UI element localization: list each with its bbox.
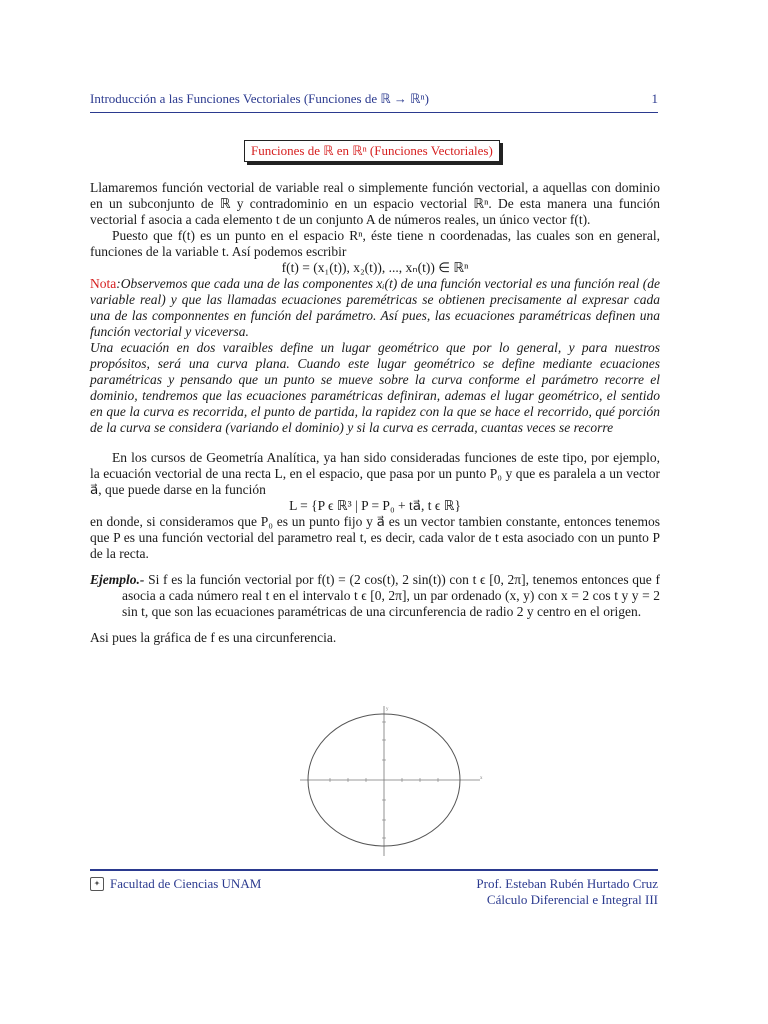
example-label: Ejemplo.-: [90, 572, 145, 587]
paragraph-5: Asi pues la gráfica de f es una circunferencia.: [90, 630, 337, 645]
footer-left: [90, 876, 261, 892]
unam-seal-icon: ✦: [90, 877, 104, 891]
x-axis-label: x: [480, 776, 483, 781]
nota-label: Nota: [90, 276, 117, 291]
paragraph-3: En los cursos de Geometría Analítica, ya han sido consideradas funciones de este tipo, por ejemplo, la ecuación vectorial de una recta L, en el espacio, que pasa por un punto P₀ y que es paralela a un vector a⃗, que puede darse en la función: [90, 450, 660, 497]
circle-plot: [300, 700, 485, 856]
nota-text-2: Una ecuación en dos varaibles define un lugar geométrico que por lo general, y para nuestros propósitos, será una curva plana. Cuando este lugar geométrico se define mediante ecuaciones paramétricas y pensando que un punto se mueve sobre la curva conforme el parámetro recorre el dominio, tendremos que las ecuaciones paramétricas definiran, ademas el lugar geométrico, el sentido en que la curva es recorrida, el punto de partida, la rapidez con la que se hace el recorrido, qué porción de la curva se considera (variando el dominio) y si la curva es cerrada, cuantas veces se recorre: [90, 340, 660, 435]
body-text: [90, 180, 660, 646]
paragraph-1: Llamaremos función vectorial de variable real o simplemente función vectorial, a aquellas con dominio en un subconjunto de ℝ y contradominio en un espacio vectorial ℝⁿ. De esta manera una función vectorial f asocia a cada elemento t de un conjunto A de números reales, un único vector f(t).: [90, 180, 660, 227]
footer-course: Cálculo Diferencial e Integral III: [486, 892, 658, 907]
nota: [90, 276, 660, 340]
running-header: [90, 91, 658, 107]
header-title: Introducción a las Funciones Vectoriales (Funciones de ℝ → ℝⁿ): [90, 91, 429, 106]
footer-rule: [90, 869, 658, 871]
footer-faculty: Facultad de Ciencias UNAM: [110, 876, 262, 891]
y-axis-label: y: [386, 707, 389, 712]
section-title: Funciones de ℝ en ℝⁿ (Funciones Vectoriales): [244, 140, 500, 162]
nota-text: :Observemos que cada una de las componentes xᵢ(t) de una función vectorial es una función real (de variable real) y que las llamadas ecuaciones paremétricas se obtienen precisamente al expresar cada una de las componnentes en función del parámetro. Así pues, las ecuaciones paramétricas definen una función vectorial y viceversa.: [90, 276, 660, 339]
equation-2: L = {P ϵ ℝ³ | P = P₀ + ta⃗, t ϵ ℝ}: [289, 498, 461, 513]
example: [90, 572, 660, 620]
footer-author: Prof. Esteban Rubén Hurtado Cruz: [476, 876, 658, 891]
example-text: Si f es la función vectorial por f(t) = (2 cos(t), 2 sin(t)) con t ϵ [0, 2π], tenemos entonces que f asocia a cada número real t en el intervalo t ϵ [0, 2π], un par ordenado (x, y) con x = 2 cos t y y = 2 sin t, que son las ecuaciones paramétricas de una circunferencia de radio 2 y centro en el origen.: [122, 572, 660, 619]
page-number: 1: [651, 91, 658, 106]
paragraph-2: Puesto que f(t) es un punto en el espacio Rⁿ, éste tiene n coordenadas, las cuales son en general, funciones de la variable t. Así podemos escribir: [90, 228, 660, 259]
equation-1: f(t) = (x₁(t)), x₂(t)), ..., xₙ(t)) ∈ ℝⁿ: [281, 260, 469, 275]
footer-right: [476, 876, 658, 908]
header-rule: [90, 112, 658, 113]
paragraph-4: en donde, si consideramos que P₀ es un punto fijo y a⃗ es un vector tambien constante, entonces tenemos que P es una función vectorial del parametro real t, es decir, cada valor de t esta asociado con un punto P de la recta.: [90, 514, 660, 561]
